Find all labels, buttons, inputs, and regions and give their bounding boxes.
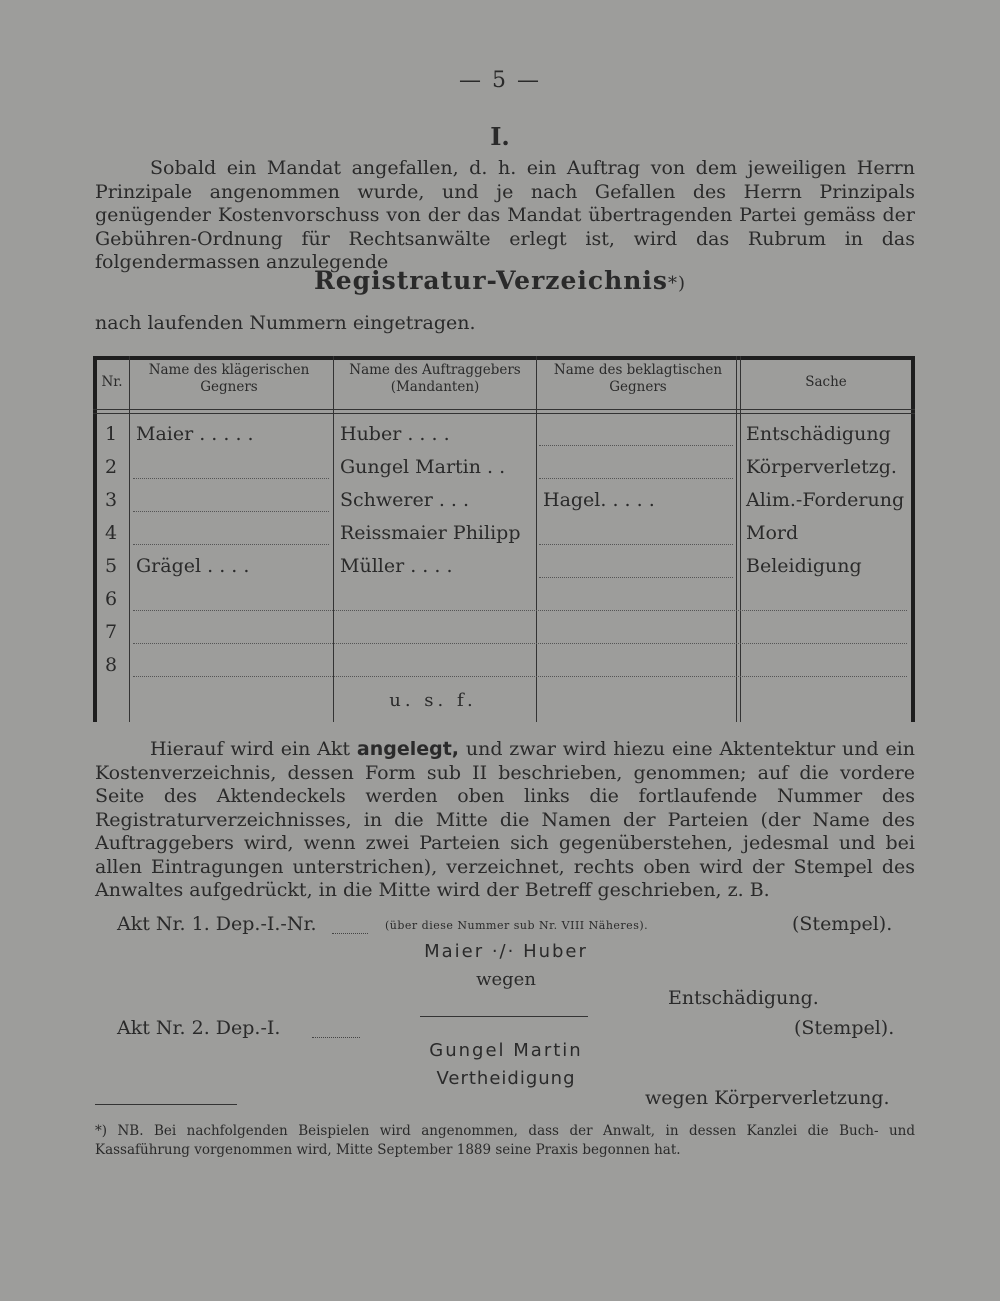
client-cell: Reissmaier Philipp bbox=[340, 522, 521, 544]
dotted-line bbox=[133, 478, 329, 479]
matter-cell: Körperverletzg. bbox=[746, 456, 897, 478]
header-matter: Sache bbox=[805, 374, 847, 390]
table-top-rule bbox=[93, 356, 915, 360]
client-cell: Gungel Martin . . bbox=[340, 456, 506, 478]
client-cell: Müller . . . . bbox=[340, 555, 453, 577]
header-rule bbox=[93, 409, 915, 410]
row-number: 1 bbox=[104, 423, 118, 445]
table-row bbox=[93, 551, 915, 584]
matter-cell: Entschädigung bbox=[746, 423, 891, 445]
header-nr: Nr. bbox=[101, 374, 123, 390]
row-number: 8 bbox=[104, 654, 118, 676]
after-heading-line bbox=[95, 312, 915, 336]
claimant-cell: Maier . . . . . bbox=[136, 423, 254, 445]
header-claimant: Name des klägerischen Gegners bbox=[148, 362, 310, 395]
register-table bbox=[93, 356, 915, 722]
table-row bbox=[93, 584, 915, 617]
after-heading-text: nach laufenden Nummern eingetragen. bbox=[95, 312, 476, 334]
page-number: — 5 — bbox=[459, 68, 541, 93]
table-row bbox=[93, 452, 915, 485]
matter-cell: Alim.-Forderung bbox=[746, 489, 905, 511]
dotted-line bbox=[539, 445, 733, 446]
example1-wegen: wegen bbox=[476, 969, 536, 990]
dotted-line bbox=[539, 478, 733, 479]
body-text-pre: Hierauf wird ein Akt bbox=[150, 738, 351, 760]
intro-text: Sobald ein Mandat angefallen, d. h. ein Auftrag von dem jeweiligen Herrn Prinzipale angenommen wurde, und je nach Gefallen des Herrn Prinzipals genügender Kostenvorschuss von der das Mandat übertragenden Partei gemäss der Gebühren-Ordnung für Rechtsanwälte erlegt ist, wird das Rubrum in das folgendermassen anzulegende bbox=[95, 157, 915, 273]
row-number: 5 bbox=[104, 555, 118, 577]
number-blank-line bbox=[312, 1036, 360, 1038]
dotted-line bbox=[133, 643, 907, 644]
dotted-line bbox=[133, 544, 329, 545]
table-row bbox=[93, 419, 915, 452]
row-number: 2 bbox=[104, 456, 118, 478]
example1-label: Akt Nr. 1. Dep.-I.-Nr. bbox=[117, 913, 317, 935]
example1-subject: Entschädigung. bbox=[668, 987, 819, 1009]
row-number: 7 bbox=[104, 621, 118, 643]
example-separator bbox=[420, 1016, 588, 1017]
example2-label: Akt Nr. 2. Dep.-I. bbox=[117, 1017, 281, 1039]
header-client: Name des Auftraggebers (Mandanten) bbox=[349, 362, 521, 395]
example1-parties: Maier ·/· Huber bbox=[424, 941, 588, 962]
example2-role: Vertheidigung bbox=[436, 1068, 576, 1089]
table-row bbox=[93, 617, 915, 650]
footnote-separator bbox=[95, 1104, 237, 1105]
register-heading bbox=[0, 266, 1000, 295]
footnote: *) NB. Bei nachfolgenden Beispielen wird angenommen, dass der Anwalt, in dessen Kanzlei die Buch- und Kassaführung vorgenommen wird, Mitte September 1889 seine Praxis begonnen hat. bbox=[95, 1123, 915, 1158]
dotted-line bbox=[133, 610, 907, 611]
table-row bbox=[93, 650, 915, 683]
claimant-cell: Grägel . . . . bbox=[136, 555, 250, 577]
body-paragraph bbox=[95, 738, 915, 903]
example1-stamp: (Stempel). bbox=[792, 913, 893, 935]
number-blank-line bbox=[332, 932, 368, 934]
heading-footnote-mark: *) bbox=[668, 273, 687, 294]
dotted-line bbox=[133, 676, 907, 677]
body-text-emphasis: angelegt, bbox=[356, 738, 460, 760]
client-cell: Schwerer . . . bbox=[340, 489, 470, 511]
section-number: I. bbox=[490, 122, 510, 151]
row-number: 4 bbox=[104, 522, 118, 544]
defendant-cell: Hagel. . . . . bbox=[543, 489, 655, 511]
example2-party: Gungel Martin bbox=[429, 1040, 583, 1061]
dotted-line bbox=[133, 511, 329, 512]
example1-note: (über diese Nummer sub Nr. VIII Näheres). bbox=[385, 919, 649, 932]
body-text-post: und zwar wird hiezu eine Aktentektur und ein Kostenverzeichnis, dessen Form sub II beschrieben, genommen; auf die vordere Seite des Aktendeckels werden oben links die fortlaufende Nummer des Registraturverzeichnisses, in die Mitte die Namen der Parteien (der Name des Auftraggebers wird, wenn zwei Parteien sich gegenüberstehen, jedesmal und bei allen Eintragungen unterstrichen), verzeichnet, rechts oben wird der Stempel des Anwaltes aufgedrückt, in die Mitte wird der Betreff geschrieben, z. B. bbox=[95, 738, 915, 901]
header-defendant: Name des beklagtischen Gegners bbox=[553, 362, 723, 395]
row-number: 6 bbox=[104, 588, 118, 610]
matter-cell: Beleidigung bbox=[746, 555, 862, 577]
continuation-text: u. s. f. bbox=[389, 690, 477, 711]
matter-cell: Mord bbox=[746, 522, 799, 544]
example2-stamp: (Stempel). bbox=[794, 1017, 895, 1039]
table-row bbox=[93, 485, 915, 518]
row-number: 3 bbox=[104, 489, 118, 511]
header-rule bbox=[93, 413, 915, 414]
table-row bbox=[93, 518, 915, 551]
example2-subject: wegen Körperverletzung. bbox=[645, 1087, 890, 1109]
client-cell: Huber . . . . bbox=[340, 423, 450, 445]
intro-paragraph bbox=[95, 157, 915, 275]
dotted-line bbox=[539, 544, 733, 545]
heading-text: Registratur-Verzeichnis bbox=[313, 266, 668, 295]
dotted-line bbox=[539, 577, 733, 578]
